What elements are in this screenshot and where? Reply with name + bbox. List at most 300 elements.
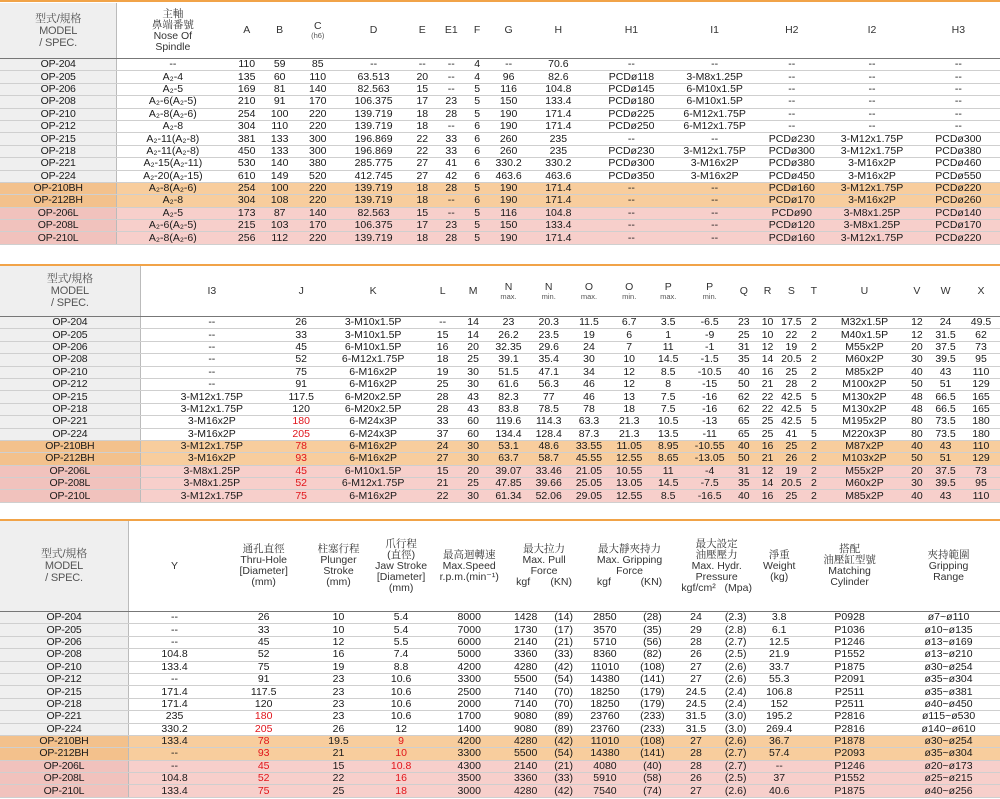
table-cell: 27 bbox=[677, 785, 715, 797]
table-cell: 8 bbox=[649, 378, 688, 390]
table-cell: 190 bbox=[490, 232, 527, 244]
column-header-line: R bbox=[763, 284, 772, 297]
column-header-line: B bbox=[276, 24, 284, 36]
table-cell: 31.5 bbox=[677, 711, 715, 723]
table-cell: 6-M24x3P bbox=[319, 428, 426, 440]
table-cell: ø140~ø610 bbox=[897, 723, 1000, 735]
table-cell: 20 bbox=[459, 465, 488, 477]
column-header-line: 鼻端番號 bbox=[151, 18, 194, 31]
table-cell: -- bbox=[117, 59, 229, 71]
table-cell: 139.719 bbox=[341, 120, 406, 132]
column-header bbox=[370, 521, 433, 612]
table-cell: 40 bbox=[732, 366, 756, 378]
table-cell: 14 bbox=[756, 478, 779, 490]
model-cell: OP-210L bbox=[0, 490, 140, 502]
table-cell: 3000 bbox=[432, 785, 506, 797]
table-row bbox=[0, 391, 1000, 403]
table-cell: P2511 bbox=[802, 698, 897, 710]
column-header bbox=[779, 266, 803, 317]
table-cell: 33.46 bbox=[529, 465, 568, 477]
table-cell: 37.5 bbox=[929, 465, 962, 477]
table-cell: 100 bbox=[265, 108, 294, 120]
table-cell: 80 bbox=[905, 416, 929, 428]
model-cell: OP-210 bbox=[0, 366, 140, 378]
model-header-line: 型式/規格 bbox=[46, 273, 93, 285]
table-cell: 10 bbox=[610, 354, 649, 366]
table-row bbox=[0, 108, 1000, 120]
column-header bbox=[962, 266, 1000, 317]
table-cell: 32.35 bbox=[488, 341, 529, 353]
column-header-line: S bbox=[787, 284, 795, 297]
model-cell: OP-210BH bbox=[0, 440, 140, 452]
table-cell: 35 bbox=[732, 354, 756, 366]
table-cell: (141) bbox=[628, 748, 677, 760]
table-cell: 6 bbox=[464, 133, 490, 145]
table-cell: P1246 bbox=[802, 636, 897, 648]
table-cell: 20.5 bbox=[781, 353, 802, 366]
table-cell: 27 bbox=[427, 453, 459, 465]
table-cell: 2 bbox=[804, 490, 825, 502]
model-cell: OP-221 bbox=[0, 711, 128, 723]
table-cell: 171.4 bbox=[527, 120, 590, 132]
model-header bbox=[0, 3, 117, 59]
model-cell: OP-212 bbox=[0, 120, 117, 132]
column-header-line: U bbox=[860, 284, 869, 297]
table-row bbox=[0, 711, 1000, 723]
column-header-line: [Diameter] bbox=[239, 565, 288, 577]
table-row bbox=[0, 83, 1000, 95]
column-header-line: Range bbox=[933, 570, 965, 583]
table-cell: -- bbox=[140, 341, 283, 353]
column-header-line: Pressure bbox=[695, 570, 738, 583]
table-cell: 3-M16x2P bbox=[140, 428, 283, 440]
column-header bbox=[905, 266, 929, 317]
model-header-line: 型式/規格 bbox=[40, 548, 88, 560]
table-cell: P1875 bbox=[802, 661, 897, 673]
table-cell: 23 bbox=[488, 317, 529, 329]
table-cell: 43 bbox=[929, 490, 962, 502]
table-cell: 20.5 bbox=[781, 477, 802, 490]
table-cell: -16 bbox=[688, 391, 732, 403]
table-cell: -13.05 bbox=[688, 453, 732, 465]
table-row bbox=[0, 96, 1000, 108]
table-cell: 171.4 bbox=[527, 182, 590, 194]
table-cell: 8360 bbox=[582, 649, 628, 661]
model-cell: OP-208 bbox=[0, 96, 117, 108]
table-cell: 8.5 bbox=[649, 366, 688, 378]
table-cell: 254 bbox=[228, 108, 265, 120]
table-cell: 7540 bbox=[582, 785, 628, 797]
table-cell: 23 bbox=[732, 317, 756, 329]
table-cell: (2.5) bbox=[715, 649, 756, 661]
model-cell: OP-208L bbox=[0, 773, 128, 785]
table-cell: 120 bbox=[220, 698, 307, 710]
table-cell: PCDø170 bbox=[917, 220, 1000, 232]
column-header-line: 夾持範圍 bbox=[927, 548, 970, 561]
table-cell: 3300 bbox=[432, 748, 506, 760]
table-cell: (89) bbox=[545, 723, 582, 735]
table-cell: 165 bbox=[962, 403, 1000, 415]
column-header-unit: (Mpa) bbox=[724, 581, 752, 594]
table-cell: 6-M12x1.75P bbox=[319, 354, 426, 366]
table-cell: 40.6 bbox=[756, 785, 802, 797]
model-cell: OP-210L bbox=[0, 785, 128, 797]
table-cell: 5 bbox=[804, 416, 825, 428]
table-cell: 30 bbox=[459, 378, 488, 390]
table-cell: 2140 bbox=[506, 636, 545, 648]
table-cell: 135 bbox=[228, 71, 265, 83]
table-cell: 220 bbox=[294, 195, 341, 207]
table-cell: 3-M12x1.75P bbox=[140, 403, 283, 415]
table-cell: M87x2P bbox=[824, 440, 904, 452]
table-cell: 9080 bbox=[506, 723, 545, 735]
table-cell: 1428 bbox=[506, 612, 545, 624]
table-cell: 10.6 bbox=[370, 698, 433, 710]
column-header-line: Matching bbox=[828, 565, 871, 577]
model-header-line: MODEL bbox=[39, 24, 78, 37]
column-header-line: Max. Gripping bbox=[596, 554, 663, 566]
table-cell: 21 bbox=[307, 748, 370, 760]
table-cell: 18 bbox=[406, 195, 438, 207]
table-row bbox=[0, 773, 1000, 785]
table-cell: -- bbox=[756, 59, 827, 71]
table-cell: M100x2P bbox=[824, 378, 904, 390]
table-cell: 12 bbox=[610, 378, 649, 390]
column-header-line: X bbox=[977, 284, 985, 297]
table-cell: 43 bbox=[929, 440, 962, 452]
table-cell: 13.05 bbox=[610, 478, 649, 490]
table-cell: 114.3 bbox=[529, 416, 568, 428]
table-cell: A₂-4 bbox=[117, 71, 229, 83]
table-cell: 16 bbox=[307, 649, 370, 661]
table-row bbox=[0, 232, 1000, 244]
column-header-line: N bbox=[504, 280, 513, 293]
table-cell: 82.3 bbox=[488, 391, 529, 403]
table-cell: 24 bbox=[427, 440, 459, 452]
table-cell: 8000 bbox=[432, 612, 506, 624]
table-cell: PCDø260 bbox=[917, 195, 1000, 207]
table-cell: 22 bbox=[406, 145, 438, 157]
table-cell: -16.5 bbox=[688, 490, 732, 502]
table-cell: 25 bbox=[459, 354, 488, 366]
table-cell: ø7~ø110 bbox=[897, 612, 1000, 624]
table-cell: 2850 bbox=[582, 612, 628, 624]
table-cell: 106.375 bbox=[341, 220, 406, 232]
table-cell: 139.719 bbox=[341, 232, 406, 244]
column-header-line: I2 bbox=[867, 24, 877, 36]
model-cell: OP-212BH bbox=[0, 453, 140, 465]
model-cell: OP-221 bbox=[0, 158, 117, 170]
table-row bbox=[0, 760, 1000, 772]
table-cell: 21.3 bbox=[610, 416, 649, 428]
column-header bbox=[529, 266, 568, 317]
table-cell: 37.5 bbox=[929, 341, 962, 353]
table-cell: 30 bbox=[568, 354, 609, 366]
model-cell: OP-210 bbox=[0, 108, 117, 120]
table-cell: 6-M20x2.5P bbox=[319, 391, 426, 403]
table-cell: 2 bbox=[804, 453, 825, 465]
table-cell: 56.3 bbox=[529, 378, 568, 390]
table-cell: 180 bbox=[283, 416, 320, 428]
table-cell: 93 bbox=[220, 748, 307, 760]
table-cell: -- bbox=[140, 378, 283, 390]
column-header-unit: kgf/cm² bbox=[681, 581, 716, 594]
table-cell: M195x2P bbox=[824, 416, 904, 428]
table-cell: 18 bbox=[406, 108, 438, 120]
table-cell: 47.85 bbox=[488, 478, 529, 490]
table-cell: -- bbox=[673, 232, 756, 244]
table-cell: 18 bbox=[406, 182, 438, 194]
column-header-sub: max. bbox=[500, 291, 517, 301]
table-cell: PCDø450 bbox=[756, 170, 827, 182]
table-cell: 285.775 bbox=[341, 158, 406, 170]
table-cell: 28 bbox=[427, 391, 459, 403]
table-cell: -13 bbox=[688, 416, 732, 428]
table-cell: 3-M16x2P bbox=[140, 416, 283, 428]
table-cell: 3-M12x1.75P bbox=[827, 145, 916, 157]
table-cell: 39.5 bbox=[929, 478, 962, 490]
table-cell: 6-M12x1.75P bbox=[673, 120, 756, 132]
table-cell: A₂-6(A₂-5) bbox=[117, 220, 229, 232]
table-cell: (21) bbox=[545, 760, 582, 772]
table-cell: (233) bbox=[628, 723, 677, 735]
table-cell: 78 bbox=[283, 440, 320, 452]
table-cell: 7.4 bbox=[370, 649, 433, 661]
table-cell: ø115~ø530 bbox=[897, 711, 1000, 723]
table-cell: 52 bbox=[283, 354, 320, 366]
column-header bbox=[824, 266, 904, 317]
table-cell: 110 bbox=[228, 59, 265, 71]
table-cell: 22 bbox=[427, 490, 459, 502]
table-row bbox=[0, 341, 1000, 353]
table-cell: 28 bbox=[779, 378, 803, 390]
table-cell: 45.55 bbox=[568, 453, 609, 465]
column-header-line: 通孔直徑 bbox=[242, 543, 285, 555]
table-cell: 5 bbox=[804, 391, 825, 403]
table-cell: 3-M16x2P bbox=[140, 453, 283, 465]
table-cell: 25 bbox=[427, 378, 459, 390]
column-header-line: I3 bbox=[207, 284, 217, 297]
table-cell: 53.1 bbox=[488, 440, 529, 452]
column-header-line: O bbox=[584, 280, 594, 293]
table-cell: 3-M16x2P bbox=[673, 158, 756, 170]
table-cell: 73.5 bbox=[929, 428, 962, 440]
table-cell: 2 bbox=[804, 465, 825, 477]
table-cell: 30 bbox=[905, 354, 929, 366]
table-cell: 6 bbox=[464, 145, 490, 157]
table-cell: 33 bbox=[283, 329, 320, 341]
table-cell: 24 bbox=[568, 341, 609, 353]
table-cell: P1036 bbox=[802, 624, 897, 636]
table-cell: 65 bbox=[732, 416, 756, 428]
table-cell: 3-M12x1.75P bbox=[827, 133, 916, 145]
table-cell: 26 bbox=[307, 723, 370, 735]
table-cell: 180 bbox=[220, 711, 307, 723]
table-cell: 11.5 bbox=[568, 317, 609, 329]
table-row bbox=[0, 698, 1000, 710]
table-cell: 6 bbox=[464, 170, 490, 182]
table-cell: 39.07 bbox=[488, 465, 529, 477]
table-cell: -- bbox=[128, 748, 220, 760]
table-cell: 46 bbox=[568, 391, 609, 403]
column-header-unit: kgf bbox=[516, 576, 531, 588]
column-header bbox=[506, 521, 582, 612]
table-row bbox=[0, 748, 1000, 760]
column-header-line: Plunger bbox=[320, 554, 357, 566]
model-cell: OP-212 bbox=[0, 673, 128, 685]
table-cell: 5 bbox=[804, 428, 825, 440]
model-cell: OP-215 bbox=[0, 686, 128, 698]
table-cell: 28 bbox=[677, 636, 715, 648]
table-cell: 3-M10x1.5P bbox=[319, 329, 426, 341]
model-cell: OP-212 bbox=[0, 378, 140, 390]
table-cell: 7140 bbox=[506, 686, 545, 698]
table-cell: -- bbox=[827, 59, 916, 71]
table-cell: 10 bbox=[370, 748, 433, 760]
table-cell: 12 bbox=[610, 366, 649, 378]
table-cell: -10.55 bbox=[688, 440, 732, 452]
table-cell: 129 bbox=[962, 453, 1000, 465]
table-cell: PCDø460 bbox=[917, 158, 1000, 170]
table-cell: 29.05 bbox=[568, 490, 609, 502]
table-cell: -- bbox=[341, 59, 406, 71]
column-header-sub: max. bbox=[580, 291, 598, 301]
table-cell: -1.5 bbox=[688, 354, 732, 366]
table-cell: 5 bbox=[464, 83, 490, 95]
table-cell: 171.4 bbox=[527, 195, 590, 207]
table-cell: 25 bbox=[779, 490, 803, 502]
table-cell: 10 bbox=[756, 329, 779, 341]
model-cell: OP-206 bbox=[0, 341, 140, 353]
table-cell: ø20~ø173 bbox=[897, 760, 1000, 772]
table-cell: -- bbox=[439, 120, 464, 132]
table-cell: 33 bbox=[439, 145, 464, 157]
spec-table-dimensions-2 bbox=[0, 266, 1000, 503]
table-cell: 75 bbox=[220, 661, 307, 673]
table-cell: PCDø145 bbox=[590, 83, 673, 95]
table-cell: 5000 bbox=[432, 649, 506, 661]
table-cell: 14.5 bbox=[649, 478, 688, 490]
column-header-line: (kg) bbox=[770, 570, 789, 583]
table-cell: M130x2P bbox=[824, 403, 904, 415]
table-cell: 5500 bbox=[506, 673, 545, 685]
table-cell: 10.55 bbox=[610, 465, 649, 477]
table-cell: 104.8 bbox=[527, 83, 590, 95]
column-header bbox=[228, 3, 265, 59]
table-cell: 112 bbox=[265, 232, 294, 244]
model-header-line: / SPEC. bbox=[51, 297, 89, 309]
table-cell: -- bbox=[756, 120, 827, 132]
column-header-line: Stroke bbox=[323, 565, 354, 577]
table-cell: 30 bbox=[459, 453, 488, 465]
table-cell: 21 bbox=[756, 378, 779, 390]
table-cell: P2816 bbox=[802, 711, 897, 723]
table-cell: 149 bbox=[265, 170, 294, 182]
table-cell: ø40~ø256 bbox=[897, 785, 1000, 797]
table-cell: PCDø300 bbox=[590, 158, 673, 170]
table-cell: 24 bbox=[677, 612, 715, 624]
table-cell: (17) bbox=[545, 624, 582, 636]
table-cell: 12 bbox=[905, 317, 929, 329]
table-cell: P2511 bbox=[802, 686, 897, 698]
table-cell: 20 bbox=[905, 465, 929, 477]
column-header-line: Nose Of bbox=[153, 29, 193, 42]
table-cell: (89) bbox=[545, 711, 582, 723]
column-header-line: Force bbox=[530, 565, 558, 577]
column-header-line: N bbox=[544, 280, 553, 293]
table-cell: 220 bbox=[294, 232, 341, 244]
table-cell: PCDø230 bbox=[590, 145, 673, 157]
table-cell: M40x1.5P bbox=[824, 329, 904, 341]
column-header-line: Thru-Hole bbox=[240, 554, 287, 566]
table-cell: 15 bbox=[307, 760, 370, 772]
table-cell: 49.5 bbox=[962, 317, 1000, 329]
table-cell: ø13~ø210 bbox=[897, 649, 1000, 661]
table-cell: PCDø120 bbox=[756, 220, 827, 232]
model-header bbox=[0, 521, 128, 612]
table-cell: 10.6 bbox=[370, 686, 433, 698]
table-cell: 28 bbox=[427, 403, 459, 415]
column-header-line: 搭配 bbox=[839, 543, 861, 555]
table-cell: 4200 bbox=[432, 661, 506, 673]
table-cell: 22 bbox=[756, 391, 779, 403]
table-cell: M85x2P bbox=[824, 490, 904, 502]
table-cell: -- bbox=[128, 673, 220, 685]
table-cell: 13 bbox=[610, 391, 649, 403]
table-cell: 170 bbox=[294, 220, 341, 232]
table-cell: 27 bbox=[677, 661, 715, 673]
table-cell: 17.5 bbox=[781, 316, 802, 329]
table-cell: PCDø220 bbox=[917, 232, 1000, 244]
table-cell: 28 bbox=[439, 182, 464, 194]
column-header bbox=[917, 3, 1000, 59]
table-cell: A₂-5 bbox=[117, 207, 229, 219]
table-cell: 51.5 bbox=[488, 366, 529, 378]
table-cell: 25 bbox=[756, 428, 779, 440]
table-cell: -- bbox=[590, 220, 673, 232]
model-cell: OP-215 bbox=[0, 391, 140, 403]
table-row bbox=[0, 59, 1000, 71]
table-cell: 85 bbox=[294, 59, 341, 71]
column-header-line: H bbox=[554, 24, 563, 36]
table-cell: 260 bbox=[490, 145, 527, 157]
column-header-line: W bbox=[940, 284, 951, 297]
table-row bbox=[0, 624, 1000, 636]
column-header-sub: min. bbox=[541, 291, 556, 301]
model-cell: OP-204 bbox=[0, 317, 140, 329]
table-cell: -- bbox=[673, 195, 756, 207]
table-row bbox=[0, 612, 1000, 624]
column-header bbox=[582, 521, 677, 612]
table-cell: 7000 bbox=[432, 624, 506, 636]
table-cell: 42 bbox=[439, 170, 464, 182]
table-row bbox=[0, 366, 1000, 378]
table-cell: 5 bbox=[464, 182, 490, 194]
table-cell: 2 bbox=[804, 354, 825, 366]
column-header-line: Max.Speed bbox=[442, 559, 496, 572]
column-header-sub: min. bbox=[622, 291, 637, 301]
table-cell: 50 bbox=[732, 378, 756, 390]
table-cell: 104.8 bbox=[128, 649, 220, 661]
table-cell: -- bbox=[490, 59, 527, 71]
table-cell: -- bbox=[827, 120, 916, 132]
table-cell: 52 bbox=[220, 649, 307, 661]
table-cell: -- bbox=[128, 612, 220, 624]
table-cell: 11010 bbox=[582, 661, 628, 673]
table-cell: -16 bbox=[688, 403, 732, 415]
table-cell: 21.9 bbox=[756, 649, 802, 661]
table-cell: 116 bbox=[490, 207, 527, 219]
